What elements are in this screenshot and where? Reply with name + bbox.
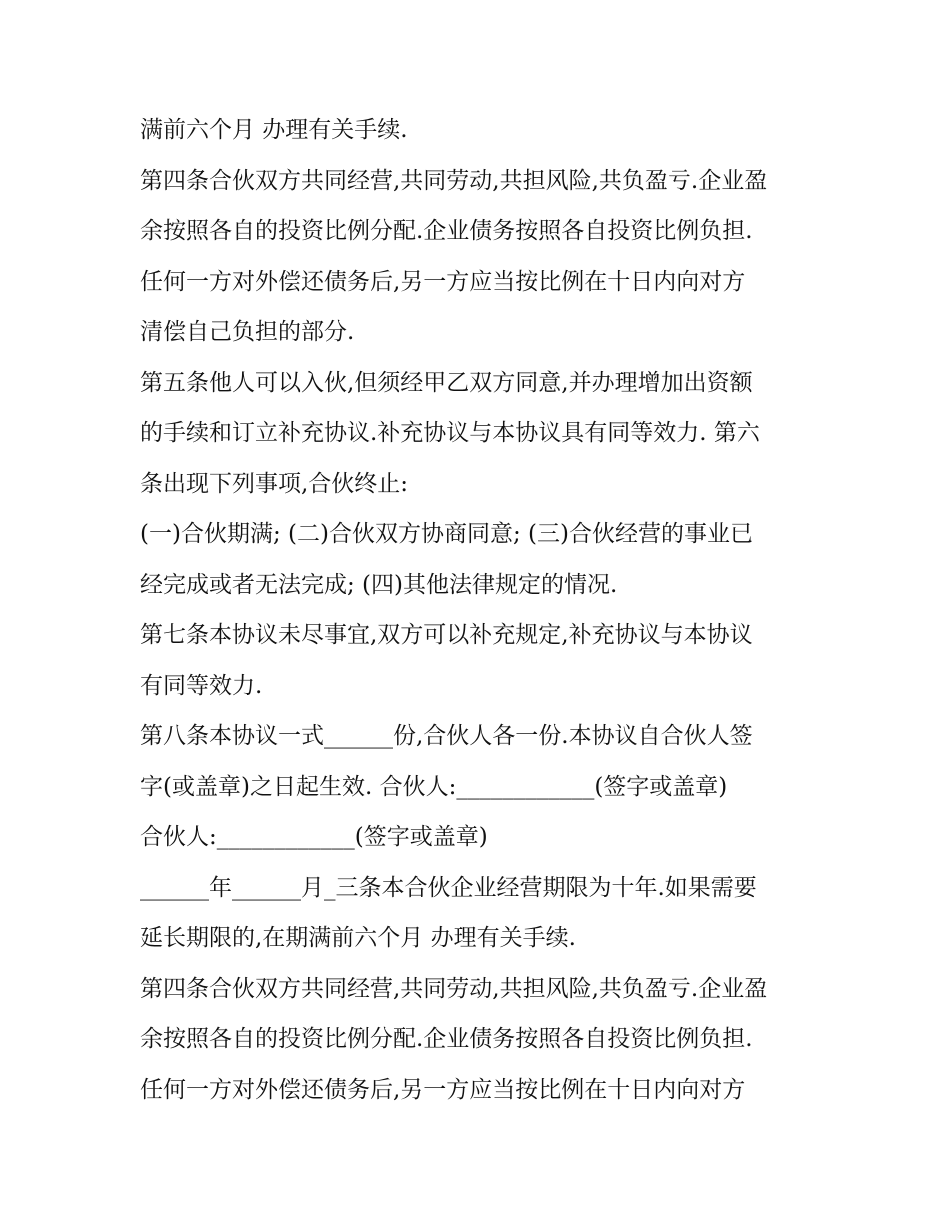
- text-line: 第四条合伙双方共同经营,共同劳动,共担风险,共负盈亏.企业盈: [140, 167, 768, 194]
- text-line: ______年______月_三条本合伙企业经营期限为十年.如果需要: [140, 874, 757, 901]
- text-line: 任何一方对外偿还债务后,另一方应当按比例在十日内向对方: [140, 268, 746, 295]
- text-line: 第八条本协议一式______份,合伙人各一份.本协议自合伙人签: [140, 723, 753, 749]
- text-line: 合伙人:____________(签字或盖章): [140, 824, 488, 850]
- text-line: 余按照各自的投资比例分配.企业债务按照各自投资比例负担.: [140, 218, 753, 244]
- text-line: 第七条本协议未尽事宜,双方可以补充规定,补充协议与本协议: [140, 622, 753, 648]
- text-line: 经完成或者无法完成; (四)其他法律规定的情况.: [140, 571, 618, 598]
- text-line: 的手续和订立补充协议.补充协议与本协议具有同等效力. 第六: [140, 420, 760, 446]
- text-line: 有同等效力.: [140, 672, 263, 699]
- text-line: 满前六个月 办理有关手续.: [140, 117, 408, 143]
- text-line: 条出现下列事项,合伙终止:: [140, 470, 409, 497]
- text-line: 任何一方对外偿还债务后,另一方应当按比例在十日内向对方: [140, 1076, 746, 1103]
- text-line: 第五条他人可以入伙,但须经甲乙双方同意,并办理增加出资额: [140, 369, 753, 396]
- text-line: 清偿自己负担的部分.: [140, 319, 355, 345]
- document-body: [140, 105, 820, 1115]
- text-line: (一)合伙期满; (二)合伙双方协商同意; (三)合伙经营的事业已: [140, 521, 753, 547]
- text-line: 余按照各自的投资比例分配.企业债务按照各自投资比例负担.: [140, 1026, 753, 1052]
- text-line: 延长期限的,在期满前六个月 办理有关手续.: [140, 925, 576, 951]
- text-line: 第四条合伙双方共同经营,共同劳动,共担风险,共负盈亏.企业盈: [140, 975, 768, 1002]
- text-line: 字(或盖章)之日起生效. 合伙人:____________(签字或盖章): [140, 773, 728, 800]
